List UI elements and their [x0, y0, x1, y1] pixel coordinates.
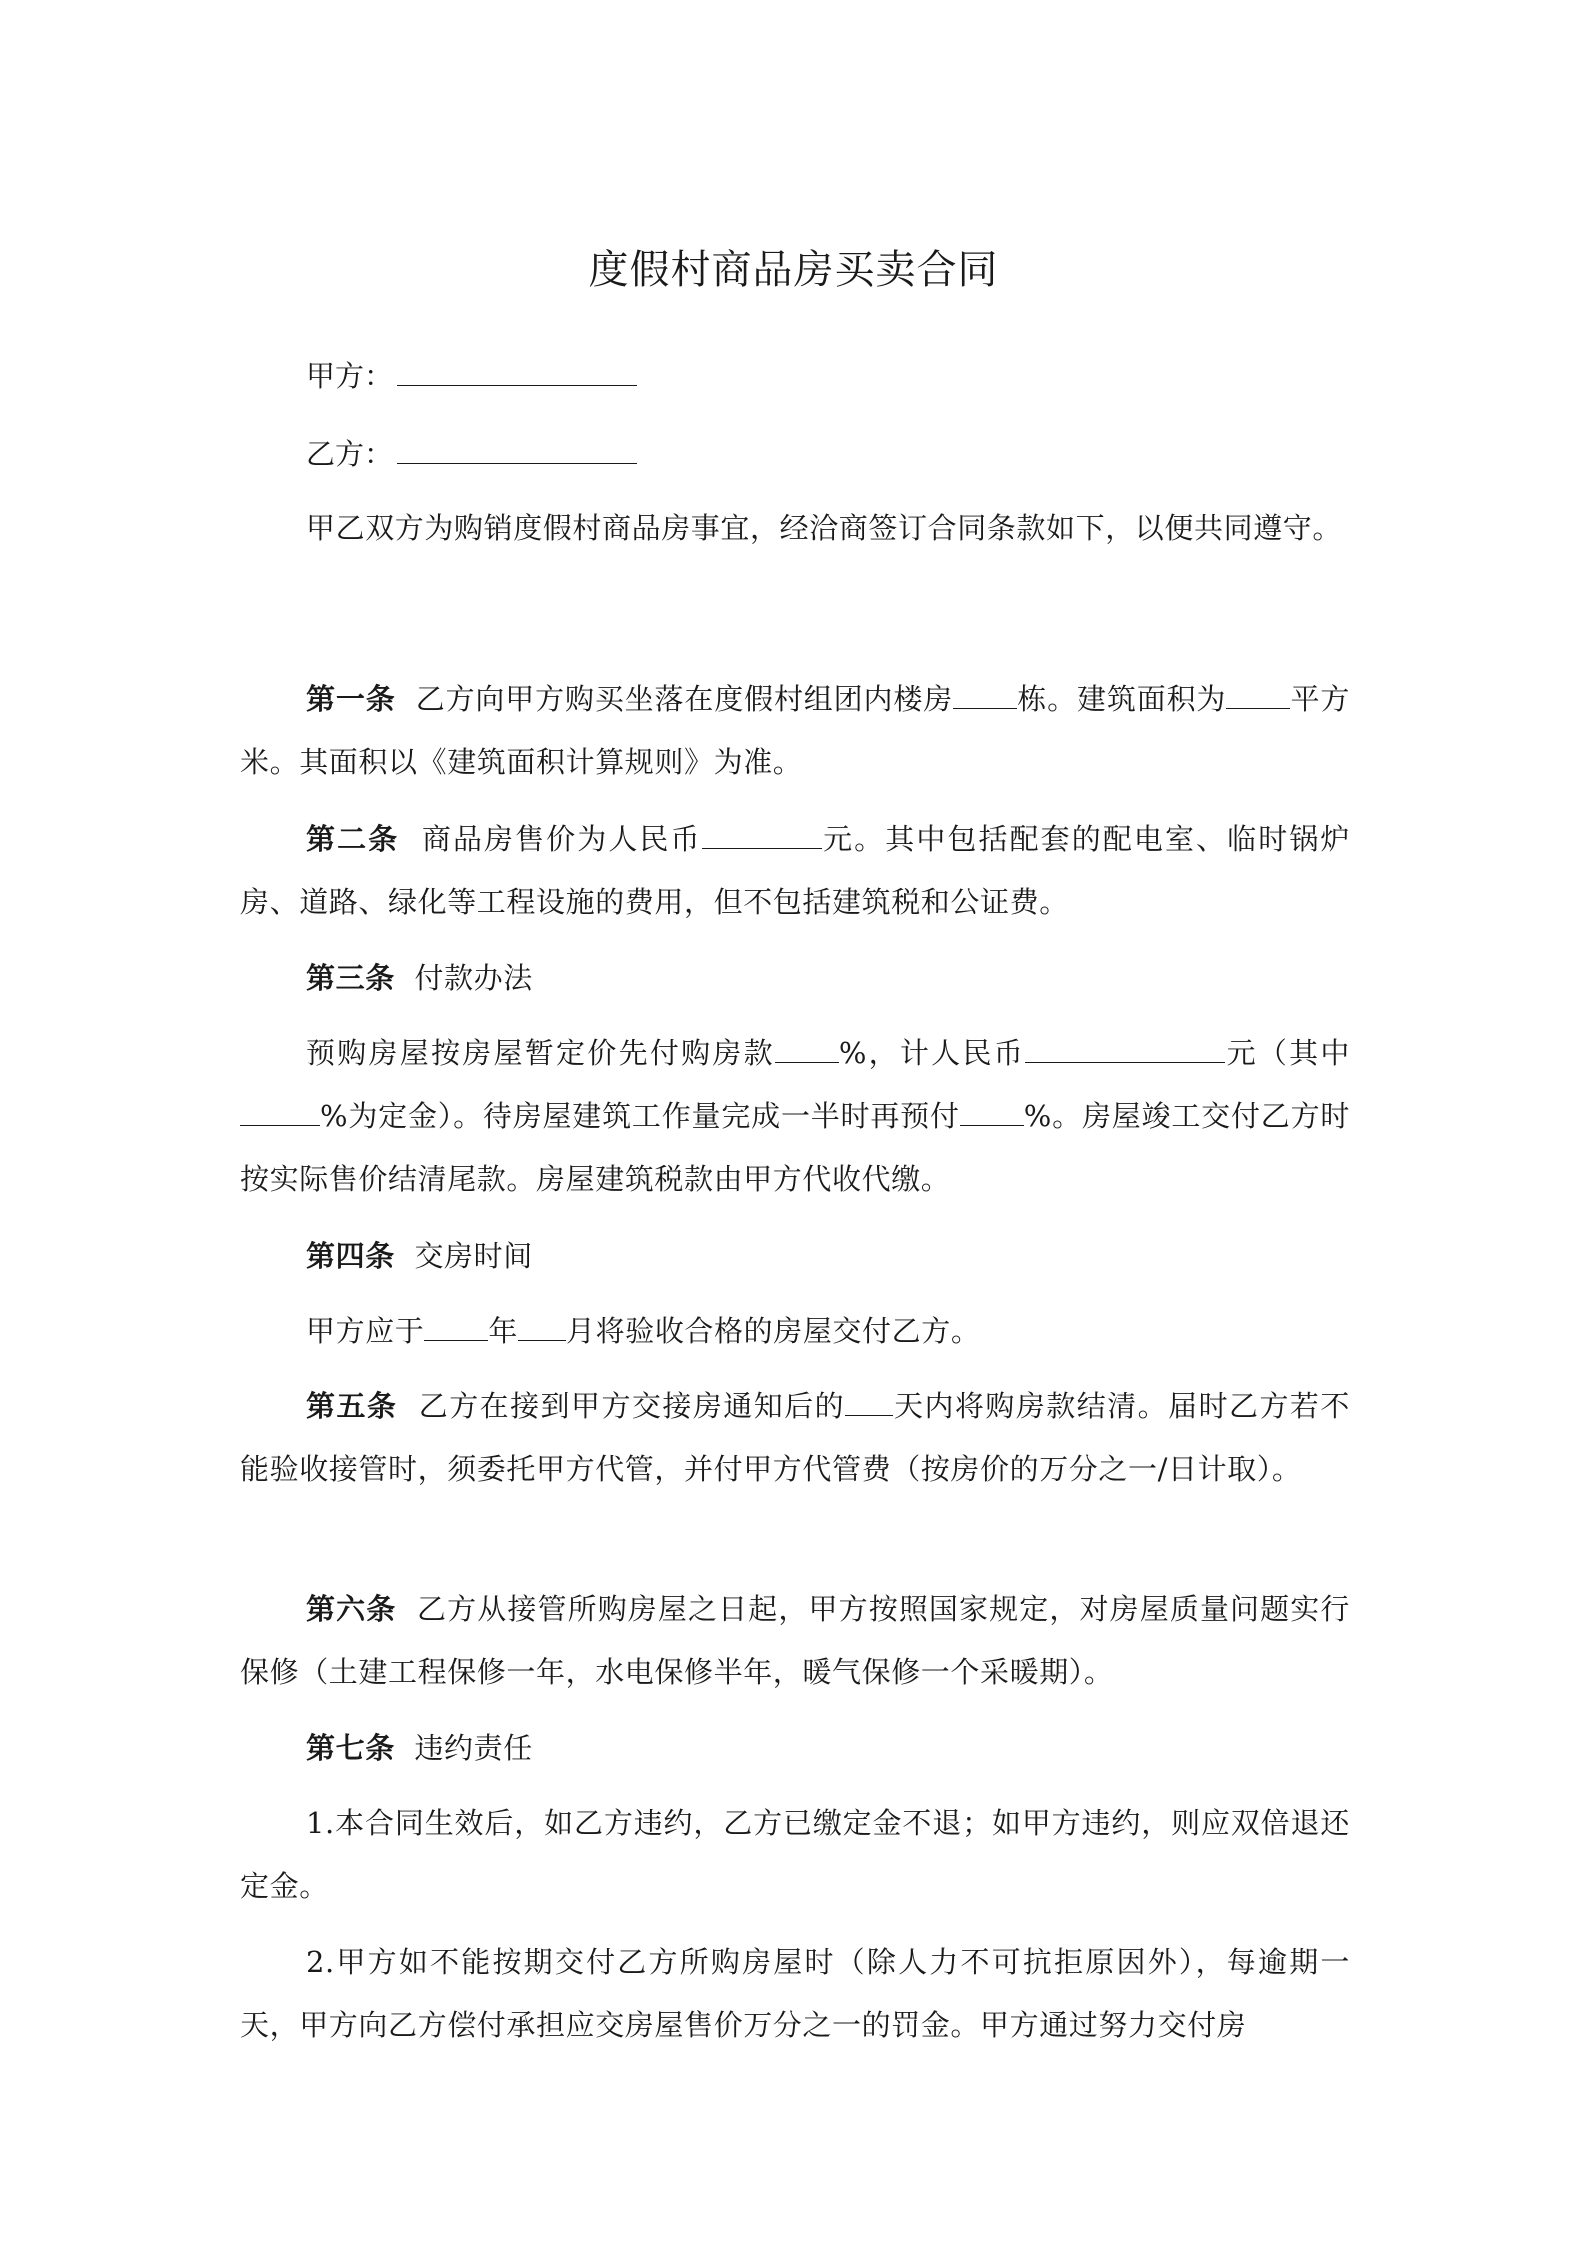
article-3-body-2: %，计人民币 [838, 1036, 1025, 1070]
article-4-blank-2 [518, 1316, 566, 1341]
article-3-heading: 第三条 [306, 961, 395, 995]
party-a-label: 甲方： [306, 359, 394, 393]
article-3-body-3: 元（其中 [1224, 1036, 1350, 1070]
article-6-heading: 第六条 [306, 1592, 397, 1626]
document-title: 度假村商品房买卖合同 [588, 247, 999, 293]
article-6-text: 乙方从接管所购房屋之日起，甲方按照国家规定，对房屋质量问题实行保修（土建工程保修一年，水电保修半年，暖气保修一个采暖期）。 [240, 1592, 1350, 1689]
article-7-item-2: 2.甲方如不能按期交付乙方所购房屋时（除人力不可抗拒原因外），每逾期一天，甲方向乙方偿付承担应交房屋售价万分之一的罚金。甲方通过努力交付房 [240, 1945, 1350, 2042]
article-5-blank-1 [845, 1391, 893, 1416]
article-1-heading: 第一条 [306, 682, 396, 716]
article-2-heading: 第二条 [306, 822, 400, 856]
article-5-text-1: 乙方在接到甲方交接房通知后的 [418, 1389, 846, 1423]
article-5 [240, 1375, 1350, 1501]
article-4-body-1: 甲方应于 [306, 1314, 425, 1348]
article-3-body-4: %为定金）。待房屋建筑工作量完成一半时再预付 [320, 1099, 960, 1133]
article-4-body [240, 1300, 1350, 1363]
article-3-blank-2 [1025, 1038, 1225, 1063]
article-2-blank-1 [702, 824, 822, 849]
party-b-line [306, 434, 637, 474]
article-1-text-3: 平方米。其面积以《建筑面积计算规则》为准。 [240, 682, 1351, 779]
article-6 [240, 1578, 1350, 1704]
article-3-blank-3 [240, 1101, 320, 1126]
article-4-heading-line [240, 1225, 1350, 1288]
article-1-text-1: 乙方向甲方购买坐落在度假村组团内楼房 [415, 682, 954, 716]
article-1-text-2: 栋。建筑面积为 [1017, 682, 1227, 716]
article-7-heading: 第七条 [306, 1731, 395, 1765]
article-5-text-2: 天内将购房款结清。届时乙方若不能验收接管时，须委托甲方代管，并付甲方代管费（按房价的万分之一/日计取）。 [240, 1389, 1350, 1486]
party-b-blank [397, 437, 637, 464]
party-a-line [306, 356, 637, 396]
intro-paragraph: 甲乙双方为购销度假村商品房事宜，经洽商签订合同条款如下，以便共同遵守。 [306, 511, 1343, 545]
article-3-blank-1 [775, 1038, 839, 1063]
article-3-heading-line [240, 947, 1350, 1010]
article-3-body [240, 1022, 1350, 1211]
article-7-item-1: 1.本合同生效后，如乙方违约，乙方已缴定金不退；如甲方违约，则应双倍退还定金。 [240, 1806, 1350, 1903]
article-1-blank-2 [1226, 684, 1290, 709]
article-3-body-1: 预购房屋按房屋暂定价先付购房款 [306, 1036, 775, 1070]
article-2-text-2: 元。其中包括配套的配电室、临时锅炉房、道路、绿化等工程设施的费用，但不包括建筑税和公证费。 [240, 822, 1351, 919]
article-7-heading-line [240, 1717, 1350, 1780]
party-b-label: 乙方： [306, 437, 394, 471]
article-1-blank-1 [953, 684, 1017, 709]
article-2 [240, 808, 1350, 934]
article-1 [240, 668, 1350, 794]
party-a-blank [397, 359, 637, 386]
article-4-blank-1 [424, 1316, 488, 1341]
article-7-title: 违约责任 [414, 1731, 533, 1765]
article-2-text-1: 商品房售价为人民币 [421, 822, 702, 856]
article-3-title: 付款办法 [414, 961, 533, 995]
article-4-heading: 第四条 [306, 1239, 395, 1273]
article-4-body-3: 月将验收合格的房屋交付乙方。 [566, 1314, 981, 1348]
article-3-blank-4 [960, 1101, 1024, 1126]
article-5-heading: 第五条 [306, 1389, 398, 1423]
article-3-body-5: %。房屋竣工交付乙方时按实际售价结清尾款。房屋建筑税款由甲方代收代缴。 [240, 1099, 1350, 1196]
article-4-title: 交房时间 [414, 1239, 533, 1273]
article-4-body-2: 年 [488, 1314, 519, 1348]
